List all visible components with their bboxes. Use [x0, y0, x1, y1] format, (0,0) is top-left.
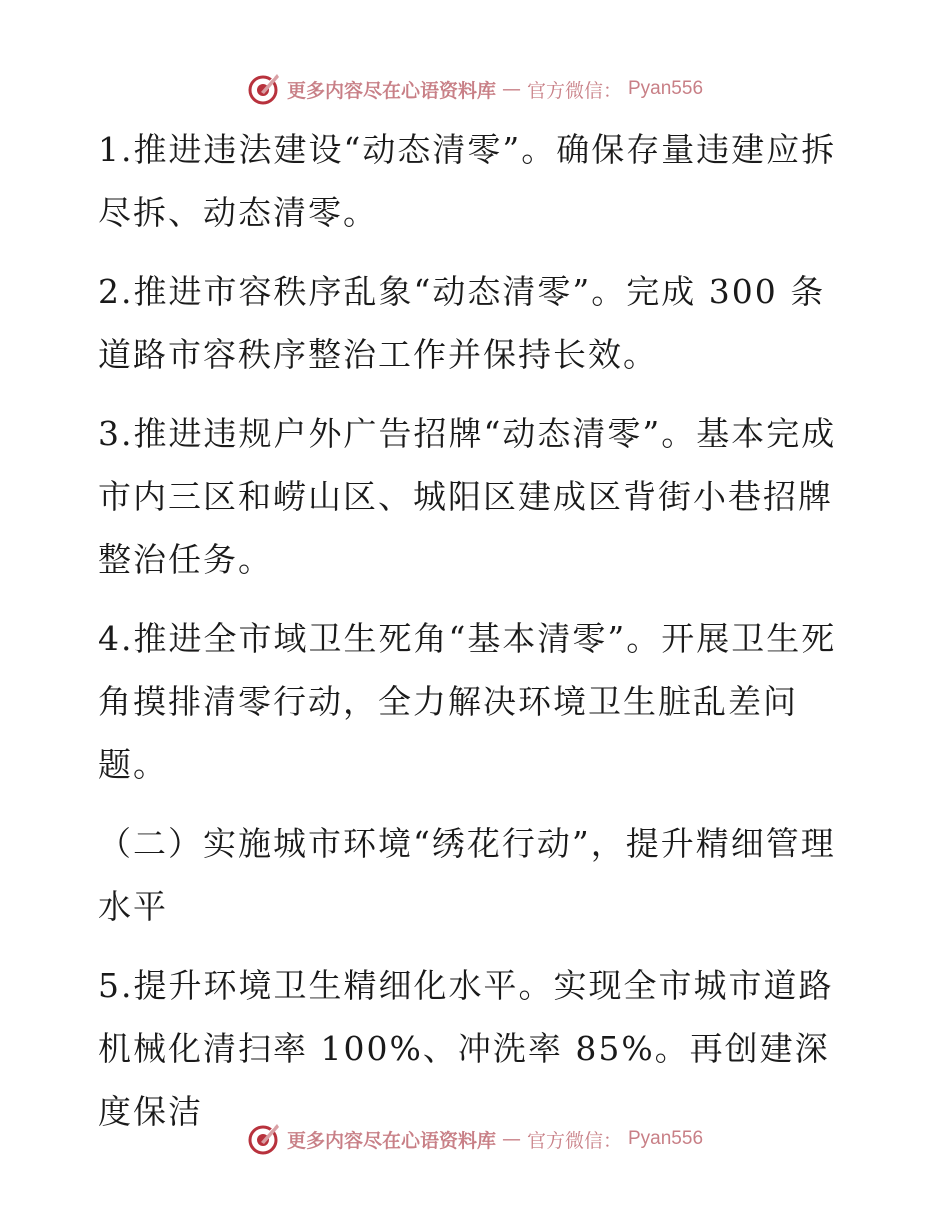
header-watermark [0, 72, 950, 106]
watermark-account: Pyan556 [628, 1128, 704, 1149]
watermark-dash: — [501, 1128, 521, 1150]
watermark-text: 更多内容尽在心语资料库 [286, 79, 496, 102]
paragraph-item-4: 4.推进全市域卫生死角“基本清零”。开展卫生死角摸排清零行动，全力解决环境卫生脏乱差问题。 [98, 619, 837, 784]
paragraph-item-5: 5.提升环境卫生精细化水平。实现全市城市道路机械化清扫率 100%、冲洗率 85%。再创建深度保洁 [98, 966, 834, 1131]
watermark-label: 官方微信： [526, 79, 622, 102]
quill-pen-circle-icon [247, 1122, 281, 1156]
paragraph-item-3: 3.推进违规户外广告招牌“动态清零”。基本完成市内三区和崂山区、城阳区建成区背街小巷招牌整治任务。 [98, 414, 837, 579]
quill-pen-circle-icon [247, 72, 281, 106]
footer-watermark [0, 1122, 950, 1156]
paragraph-item-2: 2.推进市容秩序乱象“动态清零”。完成 300 条道路市容秩序整治工作并保持长效。 [98, 272, 826, 374]
watermark-text: 更多内容尽在心语资料库 [286, 1129, 496, 1152]
watermark-dash: — [501, 78, 521, 100]
watermark-label: 官方微信： [526, 1129, 622, 1152]
document-body [98, 118, 858, 1159]
paragraph-item-1: 1.推进违法建设“动态清零”。确保存量违建应拆尽拆、动态清零。 [98, 130, 837, 232]
section-heading-2: （二）实施城市环境“绣花行动”，提升精细管理水平 [98, 824, 836, 926]
watermark-account: Pyan556 [628, 78, 704, 99]
